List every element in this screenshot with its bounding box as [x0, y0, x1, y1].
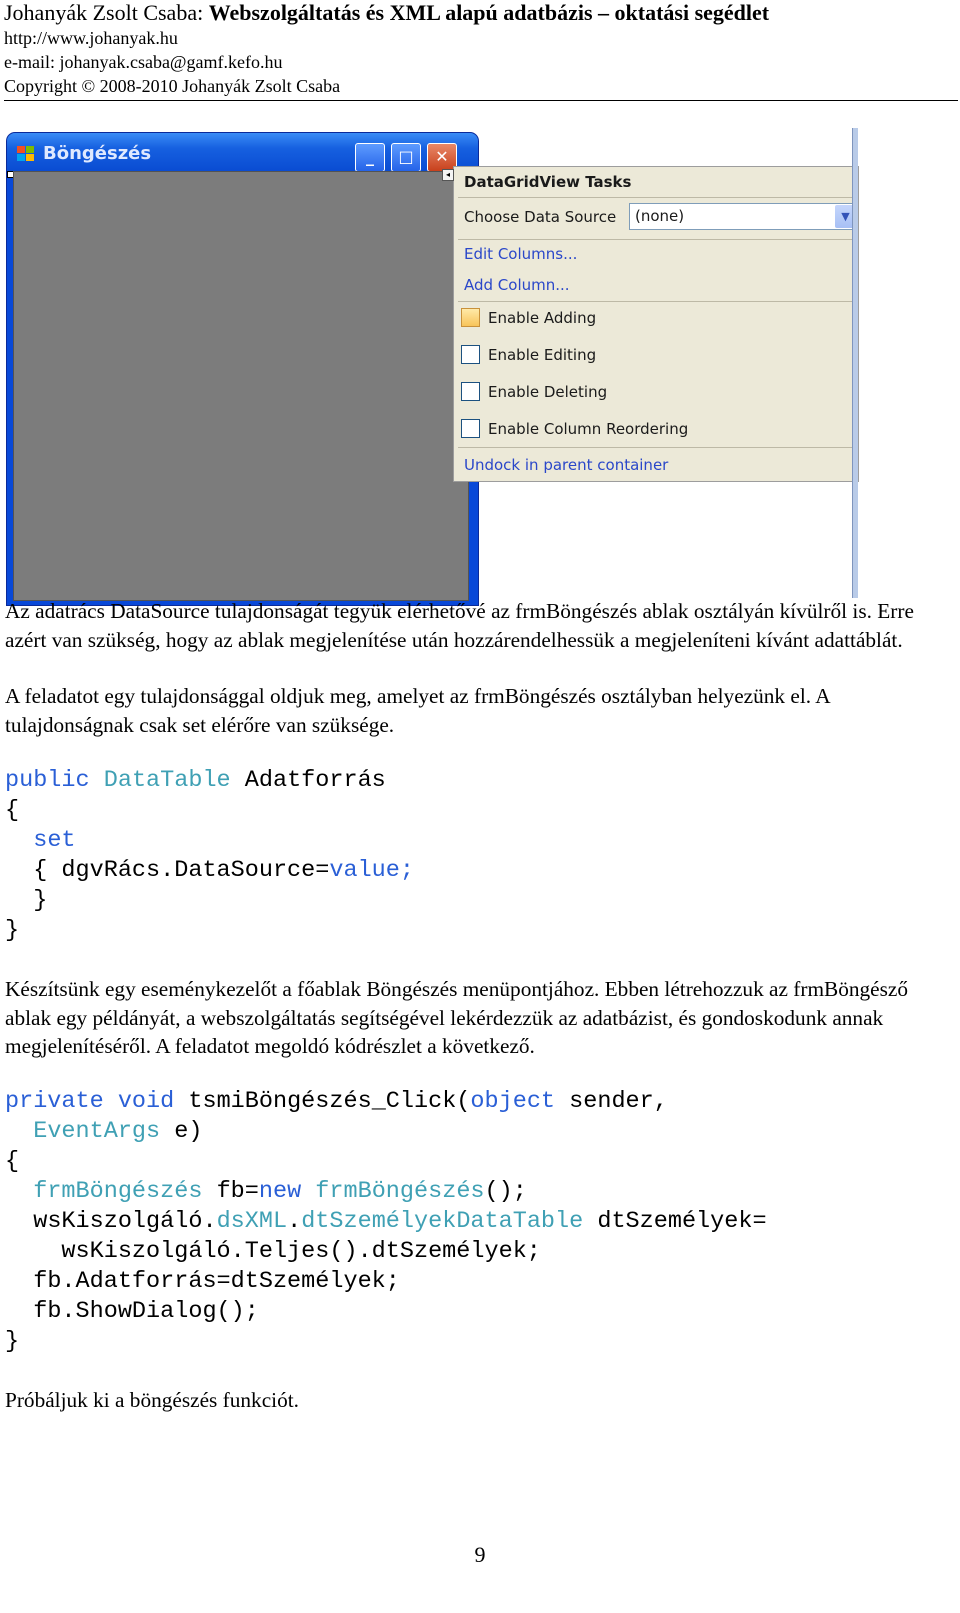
paragraph-2: A feladatot egy tulajdonsággal oldjuk meg, amelyet az frmBöngészés osztályban helyezünk el. A tulajdonságnak csak set elérőre van szüksége.: [5, 684, 830, 737]
form-window: [6, 132, 479, 606]
code-line: frmBöngészés fb=new frmBöngészés();: [33, 1178, 527, 1205]
code-line: EventArgs e): [33, 1118, 203, 1145]
datagridview-tasks-panel: [445, 166, 859, 482]
header-author: Johanyák Zsolt Csaba:: [4, 0, 204, 25]
enable-adding-checkbox[interactable]: [461, 308, 480, 327]
designer-screenshot: [6, 132, 886, 612]
header-title-line: [4, 0, 958, 26]
header-copyright: Copyright © 2008-2010 Johanyák Zsolt Csaba: [4, 76, 341, 96]
enable-adding-label: Enable Adding: [488, 309, 597, 327]
code-line: { dgvRács.DataSource=value;: [33, 857, 414, 884]
code-line: wsKiszolgáló.Teljes().dtSzemélyek;: [61, 1238, 541, 1265]
code-line: }: [5, 917, 20, 944]
close-icon: ✕: [435, 147, 449, 166]
page-number: 9: [474, 1542, 486, 1567]
code-block-2: [5, 1087, 767, 1357]
maximize-button[interactable]: [391, 143, 421, 172]
code-line: {: [5, 797, 20, 824]
edit-columns-link[interactable]: Edit Columns...: [464, 245, 578, 263]
smart-tag-arrow-icon[interactable]: ◂: [442, 169, 454, 181]
page-header: [4, 0, 958, 101]
code-line: }: [5, 1328, 20, 1355]
datagridview-area[interactable]: [13, 171, 469, 601]
chevron-down-icon[interactable]: ▼: [835, 205, 856, 228]
code-line: public DataTable Adatforrás: [5, 767, 386, 794]
tasks-heading: DataGridView Tasks: [464, 173, 632, 191]
header-email: e-mail: johanyak.csaba@gamf.kefo.hu: [4, 52, 283, 72]
enable-editing-checkbox[interactable]: [461, 345, 480, 364]
maximize-icon: □: [398, 147, 414, 166]
code-line: private void tsmiBöngészés_Click(object sender,: [5, 1088, 668, 1115]
divider: [458, 239, 858, 240]
code-line: fb.Adatforrás=dtSzemélyek;: [33, 1268, 400, 1295]
code-line: set: [33, 827, 76, 854]
enable-column-reordering-label: Enable Column Reordering: [488, 420, 689, 438]
enable-editing-label: Enable Editing: [488, 346, 597, 364]
code-line: wsKiszolgáló.dsXML.dtSzemélyekDataTable dtSzemélyek=: [33, 1208, 767, 1235]
code-block-1: [5, 766, 414, 946]
window-title: Böngészés: [43, 143, 152, 164]
data-source-value: (none): [635, 207, 685, 225]
paragraph-1: Az adatrács DataSource tulajdonságát tegyük elérhetővé az frmBöngészés ablak osztályán kívülről is. Erre azért van szükség, hogy az ablak megjelenítése után hozzárendelhessük a megjeleníteni kívánt adattáblát.: [5, 599, 914, 652]
data-source-select[interactable]: [629, 203, 858, 230]
header-url: http://www.johanyak.hu: [4, 28, 178, 48]
paragraph-3: Készítsünk egy eseménykezelőt a főablak Böngészés menüpontjához. Ebben létrehozzuk az frmBöngésző ablak egy példányát, a webszolgáltatás segítségével lekérdezzük az adatbázist, és gondoskodunk annak megjelenítéséről. A feladatot megoldó kódrészlet a következő.: [5, 977, 909, 1058]
form-icon: [17, 146, 35, 162]
undock-link[interactable]: Undock in parent container: [464, 456, 669, 474]
designer-edge: [852, 128, 858, 598]
window-titlebar: [7, 133, 478, 171]
minimize-icon: _: [366, 147, 374, 166]
header-title: Webszolgáltatás és XML alapú adatbázis – oktatási segédlet: [208, 0, 770, 25]
paragraph-4: Próbáljuk ki a böngészés funkciót.: [5, 1388, 299, 1412]
enable-column-reordering-checkbox[interactable]: [461, 419, 480, 438]
add-column-link[interactable]: Add Column...: [464, 276, 570, 294]
code-line: {: [5, 1148, 20, 1175]
code-line: fb.ShowDialog();: [33, 1298, 259, 1325]
divider: [458, 301, 858, 302]
divider: [458, 197, 858, 198]
divider: [458, 447, 858, 448]
minimize-button[interactable]: [355, 143, 385, 172]
enable-deleting-checkbox[interactable]: [461, 382, 480, 401]
enable-deleting-label: Enable Deleting: [488, 383, 608, 401]
choose-data-source-label: Choose Data Source: [464, 208, 617, 226]
code-line: }: [33, 887, 48, 914]
